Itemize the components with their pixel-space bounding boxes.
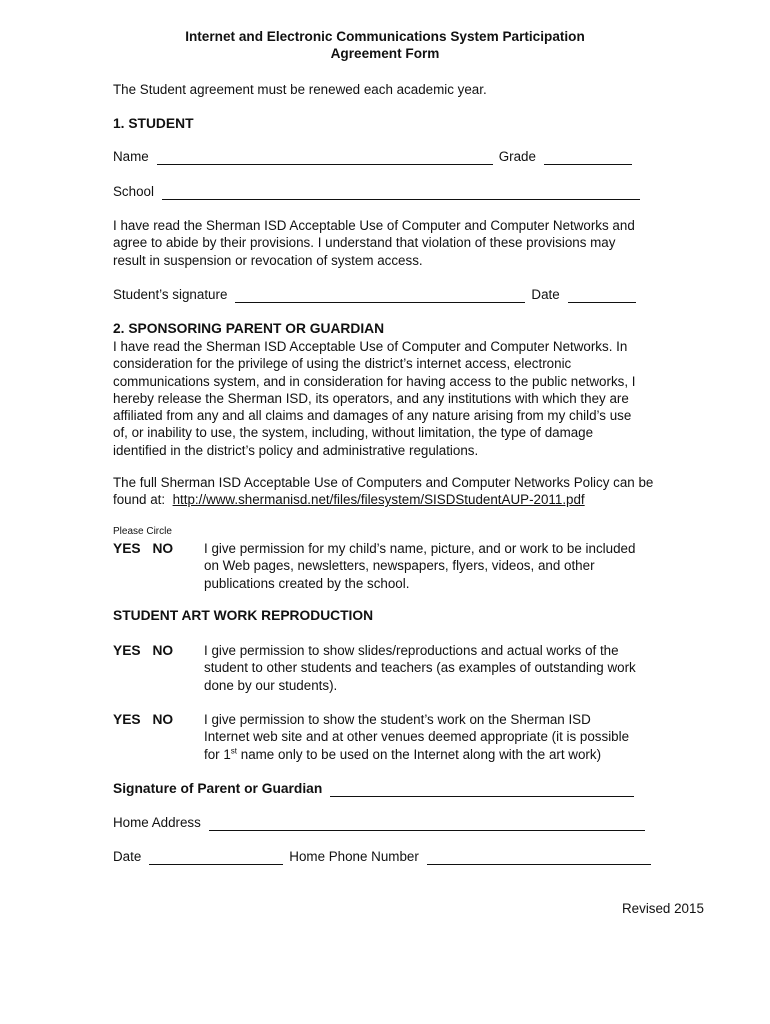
- student-agreement-text: [113, 217, 673, 269]
- release-line: communications system, and in consideration for having access to the public networks, I: [113, 373, 636, 389]
- art-section-heading: STUDENT ART WORK REPRODUCTION: [113, 608, 374, 623]
- name-field[interactable]: [157, 151, 493, 165]
- permission-line: done by our students).: [204, 677, 338, 693]
- yes-option[interactable]: YES: [113, 541, 141, 556]
- home-address-label: Home Address: [113, 815, 201, 830]
- agreement-line: I have read the Sherman ISD Acceptable Use of Computer and Computer Networks and: [113, 218, 635, 233]
- agreement-line: agree to abide by their provisions. I understand that violation of these provisions may: [113, 235, 616, 251]
- student-signature-label: Student’s signature: [113, 287, 228, 302]
- guardian-date-label: Date: [113, 849, 142, 864]
- policy-link-row: [113, 491, 693, 508]
- guardian-date-field[interactable]: [149, 851, 283, 865]
- slides-permission-choice: [113, 642, 173, 659]
- policy-found-at: found at:: [113, 492, 166, 508]
- release-line: identified in the district’s policy and administrative regulations.: [113, 442, 479, 458]
- home-address-row: [113, 814, 651, 831]
- internet-permission-choice: [113, 711, 173, 728]
- permission-line: I give permission to show slides/reproductions and actual works of the: [204, 643, 619, 658]
- please-circle-note: Please Circle: [113, 526, 172, 537]
- internet-permission-text: [204, 711, 674, 763]
- school-row: [113, 183, 646, 200]
- permission-line: publications created by the school.: [204, 575, 410, 591]
- parent-section-heading: 2. SPONSORING PARENT OR GUARDIAN: [113, 321, 385, 336]
- permission-line: Internet web site and at other venues deemed appropriate (it is possible: [204, 729, 630, 745]
- release-line: consideration for the privilege of using the district’s internet access, electronic: [113, 356, 572, 372]
- no-option[interactable]: NO: [152, 541, 174, 556]
- permission-line: I give permission to show the student’s work on the Sherman ISD: [204, 712, 591, 727]
- school-field[interactable]: [162, 186, 640, 200]
- home-phone-label: Home Phone Number: [289, 849, 419, 864]
- yes-option[interactable]: YES: [113, 643, 141, 658]
- slides-permission-text: [204, 642, 674, 694]
- permission-line: I give permission for my child’s name, picture, and or work to be included: [204, 541, 636, 556]
- permission-line: for 1st name only to be used on the Internet along with the art work): [204, 746, 602, 762]
- form-title-line2: Agreement Form: [330, 46, 440, 61]
- yes-option[interactable]: YES: [113, 712, 141, 727]
- release-line: of, or inability to use, the system, including, without limitation, the type of damage: [113, 425, 594, 441]
- grade-field[interactable]: [544, 151, 632, 165]
- student-section-heading: 1. STUDENT: [113, 116, 194, 131]
- revised-date: Revised 2015: [622, 901, 704, 916]
- web-permission-choice: [113, 540, 173, 557]
- agreement-line: result in suspension or revocation of system access.: [113, 252, 423, 268]
- name-label: Name: [113, 149, 149, 164]
- home-phone-field[interactable]: [427, 851, 651, 865]
- grade-label: Grade: [498, 149, 536, 164]
- release-line: hereby release the Sherman ISD, its operators, and any institutions with which they are: [113, 390, 629, 406]
- student-signature-row: [113, 286, 642, 303]
- home-address-field[interactable]: [209, 817, 645, 831]
- permission-line: on Web pages, newsletters, newspapers, flyers, videos, and other: [204, 558, 595, 574]
- permission-line: student to other students and teachers (as examples of outstanding work: [204, 660, 636, 676]
- form-title-line1: Internet and Electronic Communications System Participation: [185, 29, 585, 44]
- student-date-label: Date: [531, 287, 560, 302]
- policy-link[interactable]: http://www.shermanisd.net/files/filesystem/SISDStudentAUP-2011.pdf: [172, 492, 585, 508]
- guardian-signature-label: Signature of Parent or Guardian: [113, 781, 323, 796]
- release-line: affiliated from any and all claims and damages of any nature arising from my child’s use: [113, 408, 632, 424]
- student-signature-field[interactable]: [235, 289, 525, 303]
- renewal-notice: The Student agreement must be renewed each academic year.: [113, 82, 487, 97]
- policy-reference: [113, 474, 693, 509]
- student-name-row: [113, 148, 638, 165]
- guardian-signature-row: [113, 780, 640, 797]
- parent-release-text: [113, 338, 683, 459]
- release-line: I have read the Sherman ISD Acceptable Use of Computer and Computer Networks. In: [113, 339, 628, 354]
- guardian-signature-field[interactable]: [330, 783, 634, 797]
- date-phone-row: [113, 848, 657, 865]
- no-option[interactable]: NO: [152, 712, 174, 727]
- school-label: School: [113, 184, 154, 199]
- policy-line: The full Sherman ISD Acceptable Use of Computers and Computer Networks Policy can be: [113, 475, 654, 490]
- no-option[interactable]: NO: [152, 643, 174, 658]
- web-permission-text: [204, 540, 674, 592]
- student-date-field[interactable]: [568, 289, 636, 303]
